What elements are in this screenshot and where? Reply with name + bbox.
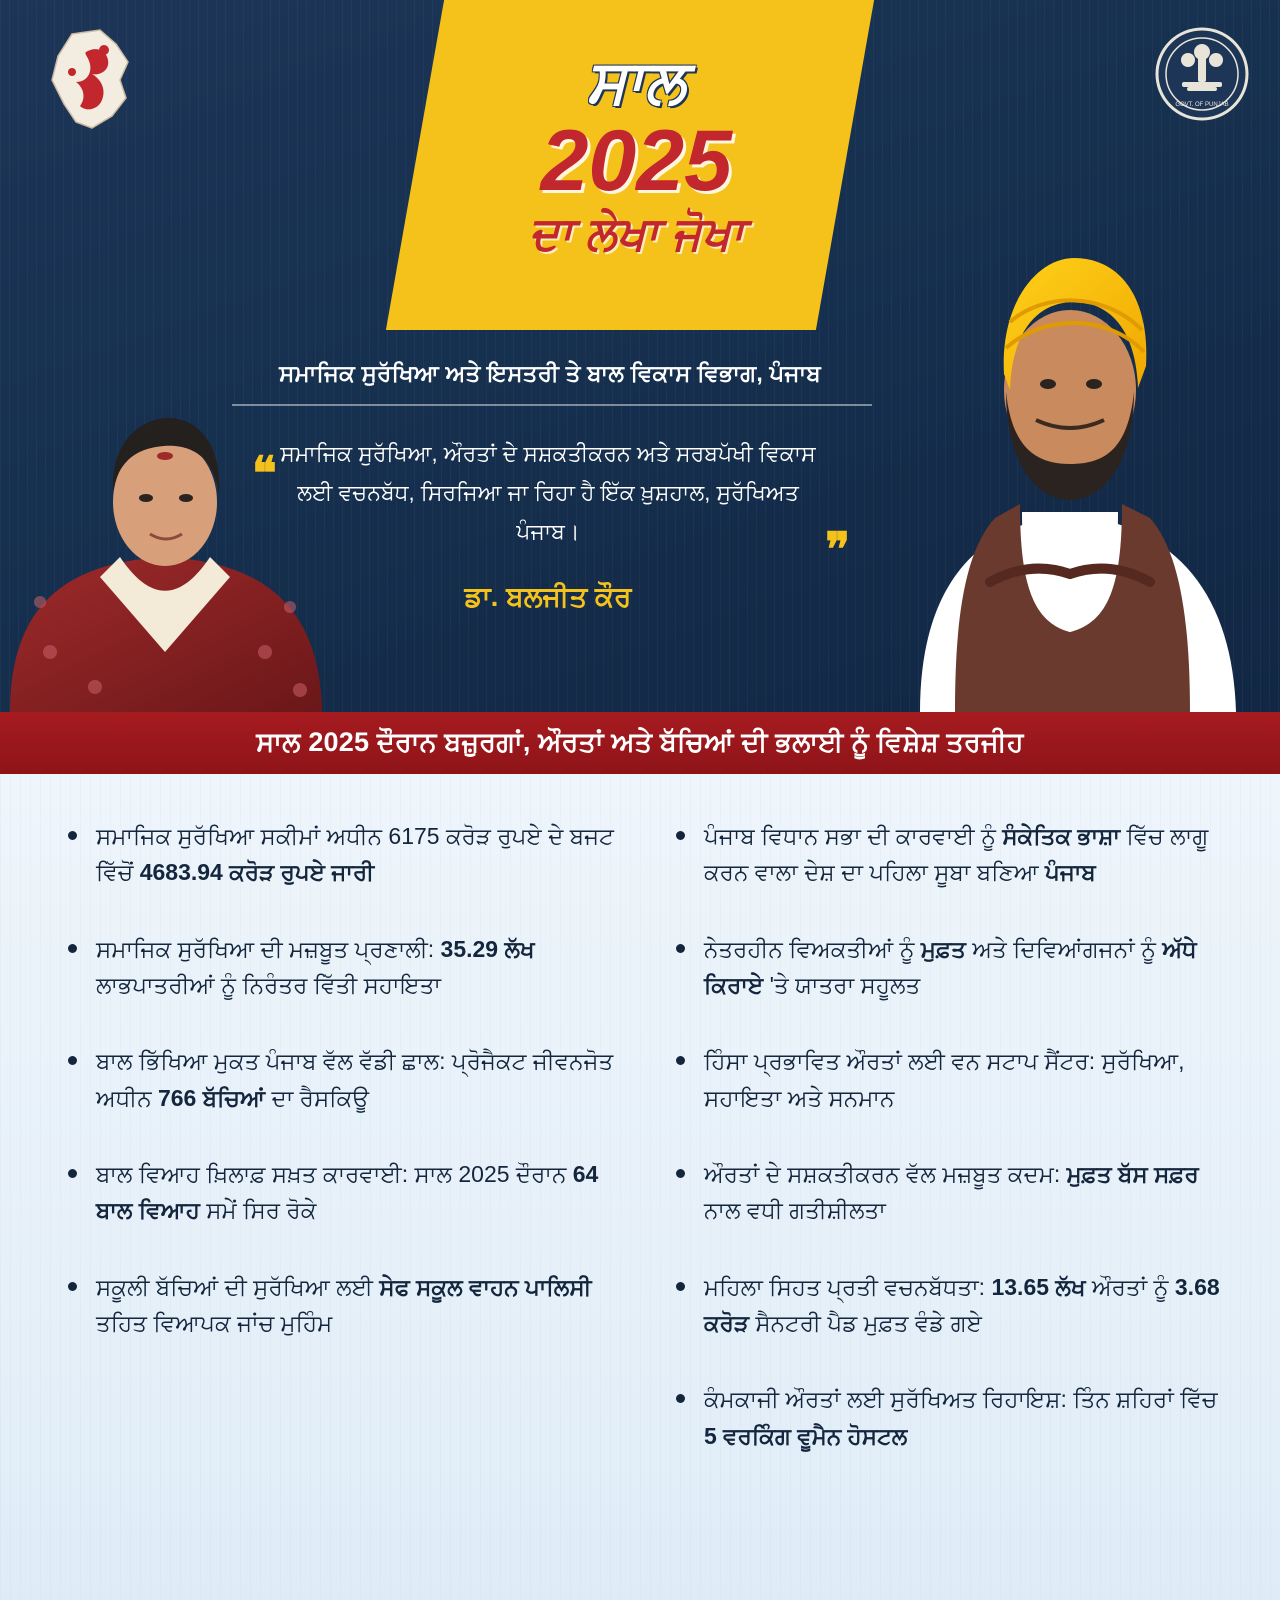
quote-block — [228, 434, 868, 614]
quote-close-icon: ❞ — [825, 523, 850, 575]
list-item: ਕੰਮਕਾਜੀ ਔਰਤਾਂ ਲਈ ਸੁਰੱਖਿਅਤ ਰਿਹਾਇਸ਼: ਤਿੰਨ ਸ਼ਹਿਰਾਂ ਵਿੱਚ 5 ਵਰਕਿੰਗ ਵੂਮੈਨ ਹੋਸਟਲ — [662, 1381, 1226, 1454]
ribbon-text: ਸਾਲ 2025 ਦੌਰਾਨ ਬਜ਼ੁਰਗਾਂ, ਔਰਤਾਂ ਅਤੇ ਬੱਚਿਆਂ ਦੀ ਭਲਾਈ ਨੂੰ ਵਿਸ਼ੇਸ਼ ਤਰਜੀਹ — [256, 727, 1024, 757]
punjab-map-icon — [42, 28, 138, 133]
quote-text: ਸਮਾਜਿਕ ਸੁਰੱਖਿਆ, ਔਰਤਾਂ ਦੇ ਸਸ਼ਕਤੀਕਰਨ ਅਤੇ ਸਰਬਪੱਖੀ ਵਿਕਾਸ ਲਈ ਵਚਨਬੱਧ, ਸਿਰਜਿਆ ਜਾ ਰਿਹਾ ਹੈ ਇੱਕ ਖ਼ੁਸ਼ਹਾਲ, ਸੁਰੱਖਿਅਤ ਪੰਜਾਬ। — [280, 441, 816, 545]
banner-year: 2025 — [540, 113, 732, 209]
list-item: ਮਹਿਲਾ ਸਿਹਤ ਪ੍ਰਤੀ ਵਚਨਬੱਧਤਾ: 13.65 ਲੱਖ ਔਰਤਾਂ ਨੂੰ 3.68 ਕਰੋੜ ਸੈਨਟਰੀ ਪੈਡ ਮੁਫ਼ਤ ਵੰਡੇ ਗਏ — [662, 1269, 1226, 1342]
left-bullet-list — [54, 818, 618, 1341]
achievements-section — [0, 774, 1280, 1600]
government-of-punjab-emblem-icon — [1154, 26, 1250, 122]
banner-title-line2: ਦਾ ਲੇਖਾ ਜੋਖਾ — [528, 207, 744, 260]
list-item: ਸਮਾਜਿਕ ਸੁਰੱਖਿਆ ਸਕੀਮਾਂ ਅਧੀਨ 6175 ਕਰੋੜ ਰੁਪਏ ਦੇ ਬਜਟ ਵਿੱਚੋਂ 4683.94 ਕਰੋੜ ਰੁਪਏ ਜਾਰੀ — [54, 818, 618, 891]
list-item: ਪੰਜਾਬ ਵਿਧਾਨ ਸਭਾ ਦੀ ਕਾਰਵਾਈ ਨੂੰ ਸੰਕੇਤਿਕ ਭਾਸ਼ਾ ਵਿੱਚ ਲਾਗੂ ਕਰਨ ਵਾਲਾ ਦੇਸ਼ ਦਾ ਪਹਿਲਾ ਸੂਬਾ ਬਣਿਆ ਪੰਜਾਬ — [662, 818, 1226, 891]
svg-text:GOVT. OF PUNJAB: GOVT. OF PUNJAB — [1175, 102, 1229, 108]
right-bullet-list — [662, 818, 1226, 1454]
quote-author: ਡਾ. ਬਲਜੀਤ ਕੌਰ — [464, 581, 632, 613]
title-banner — [386, 0, 874, 330]
list-item: ਸਮਾਜਿਕ ਸੁਰੱਖਿਆ ਦੀ ਮਜ਼ਬੂਤ ਪ੍ਰਣਾਲੀ: 35.29 ਲੱਖ ਲਾਭਪਾਤਰੀਆਂ ਨੂੰ ਨਿਰੰਤਰ ਵਿੱਤੀ ਸਹਾਇਤਾ — [54, 931, 618, 1004]
highlight-ribbon — [0, 712, 1280, 774]
left-column — [32, 818, 640, 1580]
list-item: ਨੇਤਰਹੀਨ ਵਿਅਕਤੀਆਂ ਨੂੰ ਮੁਫ਼ਤ ਅਤੇ ਦਿਵਿਆਂਗਜਨਾਂ ਨੂੰ ਅੱਧੇ ਕਿਰਾਏ 'ਤੇ ਯਾਤਰਾ ਸਹੂਲਤ — [662, 931, 1226, 1004]
department-title: ਸਮਾਜਿਕ ਸੁਰੱਖਿਆ ਅਤੇ ਇਸਤਰੀ ਤੇ ਬਾਲ ਵਿਕਾਸ ਵਿਭਾਗ, ਪੰਜਾਬ — [279, 360, 821, 386]
divider — [232, 404, 872, 406]
list-item: ਸਕੂਲੀ ਬੱਚਿਆਂ ਦੀ ਸੁਰੱਖਿਆ ਲਈ ਸੇਫ ਸਕੂਲ ਵਾਹਨ ਪਾਲਿਸੀ ਤਹਿਤ ਵਿਆਪਕ ਜਾਂਚ ਮੁਹਿੰਮ — [54, 1269, 618, 1342]
right-column — [640, 818, 1248, 1580]
hero-section — [0, 0, 1280, 712]
banner-title-line1: ਸਾਲ — [586, 48, 687, 115]
quote-open-icon: ❝ — [252, 447, 277, 499]
list-item: ਔਰਤਾਂ ਦੇ ਸਸ਼ਕਤੀਕਰਨ ਵੱਲ ਮਜ਼ਬੂਤ ਕਦਮ: ਮੁਫ਼ਤ ਬੱਸ ਸਫ਼ਰ ਨਾਲ ਵਧੀ ਗਤੀਸ਼ੀਲਤਾ — [662, 1156, 1226, 1229]
list-item: ਬਾਲ ਭਿੱਖਿਆ ਮੁਕਤ ਪੰਜਾਬ ਵੱਲ ਵੱਡੀ ਛਾਲ: ਪ੍ਰੋਜੈਕਟ ਜੀਵਨਜੋਤ ਅਧੀਨ 766 ਬੱਚਿਆਂ ਦਾ ਰੈਸਕਿਊ — [54, 1043, 618, 1116]
list-item: ਹਿੰਸਾ ਪ੍ਰਭਾਵਿਤ ਔਰਤਾਂ ਲਈ ਵਨ ਸਟਾਪ ਸੈਂਟਰ: ਸੁਰੱਖਿਆ, ਸਹਾਇਤਾ ਅਤੇ ਸਨਮਾਨ — [662, 1043, 1226, 1116]
chief-minister-photo — [860, 152, 1280, 712]
list-item: ਬਾਲ ਵਿਆਹ ਖ਼ਿਲਾਫ਼ ਸਖ਼ਤ ਕਾਰਵਾਈ: ਸਾਲ 2025 ਦੌਰਾਨ 64 ਬਾਲ ਵਿਆਹ ਸਮੇਂ ਸਿਰ ਰੋਕੇ — [54, 1156, 618, 1229]
